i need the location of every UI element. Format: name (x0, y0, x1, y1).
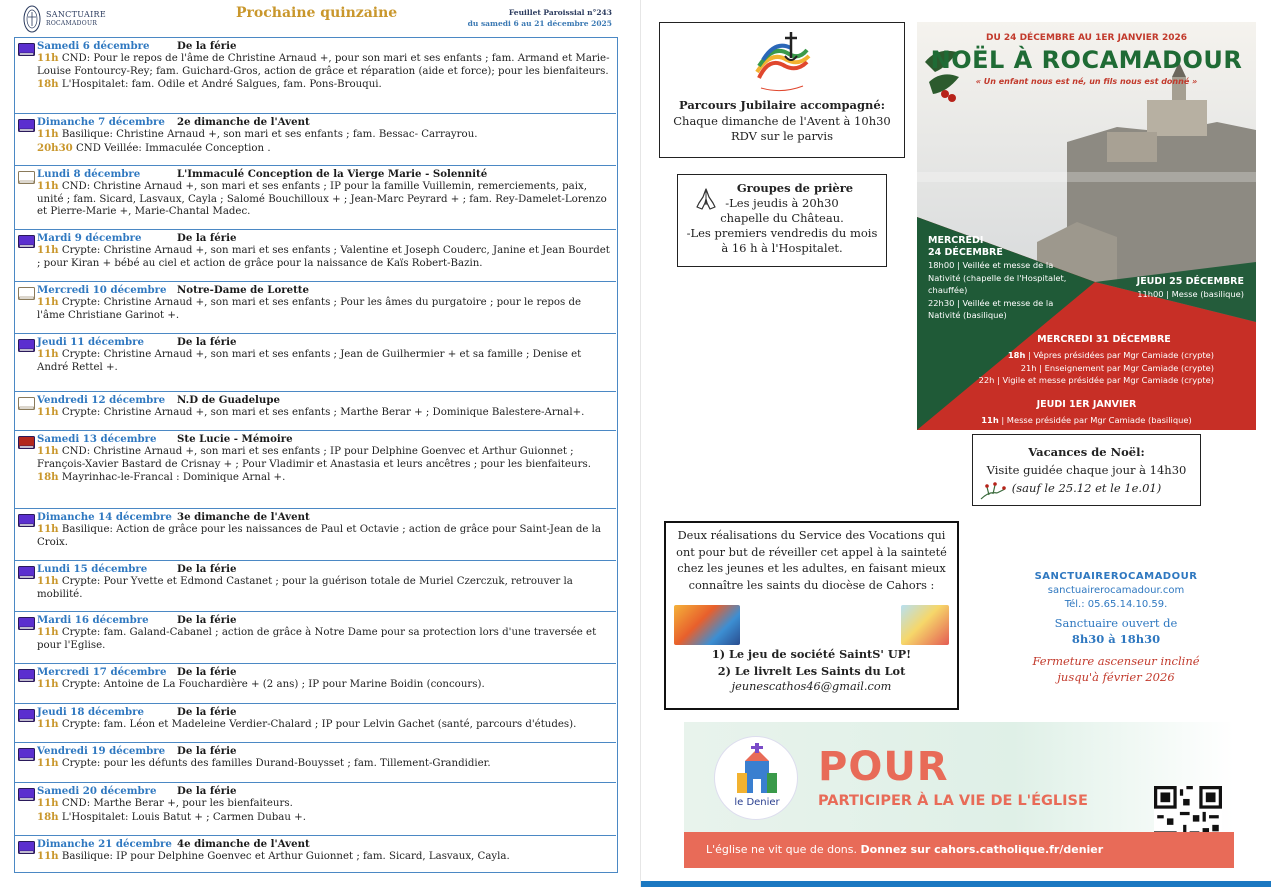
mass-intention-line (37, 626, 610, 652)
christmas-holidays-box (972, 434, 1201, 506)
day-heading (37, 666, 610, 678)
day-heading (37, 745, 610, 757)
noel-wed24-heading: MERCREDI (928, 235, 984, 246)
mass-time: 11h (37, 718, 59, 731)
mass-intention-line (37, 445, 610, 471)
noel-jan1 (917, 399, 1256, 411)
mass-time: 11h (37, 850, 59, 863)
mass-intention-text: L'Hospitalet: Louis Batut + ; Carmen Dubau +. (58, 811, 306, 823)
noel-wed24-l3: chauffée) (928, 285, 968, 295)
vocations-intro: Deux réalisations du Service des Vocations qui ont pour but de réveiller cet appel à la sainteté chez les jeunes et les adultes, en faisant mieux connaître les saints du diocèse de Cahors : (676, 529, 947, 592)
noel-wed31-l1-text: | Vêpres présidées par Mgr Camiade (crypte) (1025, 350, 1214, 360)
mass-intention-line (37, 244, 610, 270)
vocations-item2: 2) Le livrelt Les Saints du Lot (717, 663, 906, 678)
mass-time: 11h (37, 445, 59, 458)
mass-intention-line (37, 811, 610, 824)
logo-line2: ROCAMADOUR (46, 20, 98, 27)
schedule-day (15, 561, 616, 612)
schedule-day (15, 392, 616, 431)
mass-intention-text: Crypte: Antoine de La Fouchardière + (2 ans) ; IP pour Marine Boidin (concours). (58, 679, 485, 691)
mass-intention-text: Crypte: Christine Arnaud +, son mari et ses enfants ; Valentine et Joseph Couderc, Janine et Jean Bourdet ; pour Kiran + bébé au ciel et action de grâce pour la naissance de Kaïs Robert-Bazin. (37, 245, 610, 269)
day-heading (37, 336, 610, 348)
prayer-line4: à 16 h à l'Hospitalet. (721, 241, 843, 255)
liturgical-color-book-icon (18, 235, 35, 248)
denier-banner (684, 722, 1234, 868)
mass-time: 18h (37, 77, 59, 90)
day-feast: 2e dimanche de l'Avent (177, 116, 310, 128)
mass-intention-line (37, 678, 610, 691)
schedule-day (15, 230, 616, 282)
mass-time: 11h (37, 575, 59, 588)
mass-time: 11h (37, 797, 59, 810)
mass-time: 11h (37, 52, 59, 65)
noel-wed24-l1: 18h00 | Veillée et messe de la (928, 260, 1054, 270)
liturgical-color-book-icon (18, 748, 35, 761)
schedule-day (15, 38, 616, 114)
liturgical-color-book-icon (18, 617, 35, 630)
left-page (0, 0, 632, 887)
mass-intention-line (37, 718, 610, 731)
noel-wed24 (928, 235, 1078, 322)
vacances-line1: Visite guidée chaque jour à 14h30 (986, 463, 1187, 477)
mass-intention-line (37, 471, 610, 484)
day-heading (37, 838, 610, 850)
prayer-groups-box (677, 174, 887, 267)
noel-wed31-l1 (917, 349, 1214, 362)
bottom-bar (641, 881, 1271, 887)
jubilee-logo-icon (747, 28, 817, 94)
day-date: Mercredi 17 décembre (37, 666, 167, 678)
praying-hands-icon (694, 187, 718, 211)
vocations-email[interactable]: jeunescathos46@gmail.com (731, 680, 892, 693)
church-icon (715, 743, 799, 803)
day-date: Samedi 6 décembre (37, 40, 150, 52)
liturgical-color-book-icon (18, 119, 35, 132)
sanctuary-emblem-icon (22, 4, 42, 34)
noel-thu25-heading: JEUDI 25 DÉCEMBRE (1136, 276, 1244, 287)
day-heading (37, 614, 610, 626)
day-feast: 3e dimanche de l'Avent (177, 511, 310, 523)
vocations-items (674, 646, 949, 679)
mass-intention-text: CND: Pour le repos de l'âme de Christine Arnaud +, pour son mari et ses enfants ; fam. Armand et Marie-Louise Fontourcy-Rey; fam. Guichard-Gros, action de grâce et réparation (aide et force); pour les bienfaiteurs. (37, 53, 610, 77)
liturgical-color-book-icon (18, 709, 35, 722)
schedule-day (15, 612, 616, 664)
schedule-day (15, 166, 616, 230)
day-feast: De la férie (177, 563, 237, 575)
mass-time: 11h (37, 296, 59, 309)
noel-jan1-line (917, 414, 1256, 427)
noel-wed24-l5: Nativité (basilique) (928, 310, 1007, 320)
jubilee-title: Parcours Jubilaire accompagné: (679, 98, 885, 112)
opening-line1: Sanctuaire ouvert de (1054, 616, 1178, 630)
noel-jan1-heading: JEUDI 1ER JANVIER (1036, 399, 1137, 410)
day-feast: De la férie (177, 706, 237, 718)
logo-text (46, 10, 106, 28)
day-date: Jeudi 18 décembre (37, 706, 145, 718)
noel-title: NOËL À ROCAMADOUR (930, 46, 1243, 74)
day-feast: Notre-Dame de Lorette (177, 284, 309, 296)
day-heading (37, 40, 610, 52)
mass-intention-line (37, 128, 610, 141)
noel-wed31 (954, 334, 1214, 346)
schedule-day (15, 664, 616, 704)
denier-logo-label: le Denier (734, 797, 780, 808)
schedule-day (15, 334, 616, 392)
elevator-line1: Fermeture ascenseur incliné (1032, 654, 1200, 668)
liturgical-color-book-icon (18, 287, 35, 300)
mass-intention-line (37, 142, 610, 155)
mass-intention-line (37, 78, 610, 91)
schedule-day (15, 836, 616, 874)
noel-poster (917, 22, 1256, 430)
mass-intention-line (37, 180, 610, 218)
contact-brand: SANCTUAIREROCAMADOUR (1034, 571, 1198, 582)
mass-intention-line (37, 348, 610, 374)
contact-block (1026, 570, 1206, 685)
day-feast: N.D de Guadelupe (177, 394, 280, 406)
vacances-title: Vacances de Noël: (1028, 445, 1145, 459)
opening-line2: 8h30 à 18h30 (1071, 632, 1161, 646)
day-heading (37, 232, 610, 244)
mass-intention-text: L'Hospitalet: fam. Odile et André Salgues, fam. Pons-Brouqui. (58, 78, 382, 90)
denier-footer-link[interactable]: Donnez sur cahors.catholique.fr/denier (860, 843, 1104, 856)
mass-time: 11h (37, 406, 59, 419)
liturgical-color-book-icon (18, 841, 35, 854)
saints-up-game-image (674, 605, 740, 645)
schedule-day (15, 743, 616, 783)
noel-dates: DU 24 DÉCEMBRE AU 1ER JANVIER 2026 (986, 33, 1187, 43)
day-feast: De la férie (177, 745, 237, 757)
mass-intention-text: CND: Christine Arnaud +, son mari et ses enfants ; IP pour la famille Vuillemin, remerciements, paix, unité ; fam. Sicard, Lasvaux, Cayla ; Salomé Bouchilloux + ; Jean-Marc Peyrard + ; fam. Rey-Damelet-Lorenzo et Pierre-Marie +, Marie-Chantal Madec. (37, 181, 607, 217)
day-feast: Ste Lucie - Mémoire (177, 433, 293, 445)
noel-thu25-l1: 11h00 | Messe (basilique) (1137, 289, 1244, 299)
mass-time: 11h (37, 626, 59, 639)
liturgical-color-book-icon (18, 514, 35, 527)
mass-intention-text: Crypte: fam. Galand-Cabanel ; action de grâce à Notre Dame pour sa protection lors d'une traversée et pour l'Eglise. (37, 627, 597, 651)
day-date: Dimanche 21 décembre (37, 838, 172, 850)
mass-intention-line (37, 406, 610, 419)
denier-footer (684, 832, 1234, 868)
jubilee-box (659, 22, 905, 158)
prayer-line1: -Les jeudis à 20h30 (725, 196, 839, 210)
day-feast: De la férie (177, 614, 237, 626)
noel-wed31-l2: 21h | Enseignement par Mgr Camiade (crypte) (1020, 362, 1214, 373)
noel-wed31-lines (917, 349, 1214, 387)
day-feast: De la férie (177, 232, 237, 244)
opening-hours (1026, 615, 1206, 647)
mass-intention-text: Crypte: Pour Yvette et Edmond Castanet ; pour la guérison totale de Muriel Czerczuk, retrouver la mobilité. (37, 576, 573, 600)
mass-time: 11h (37, 128, 59, 141)
day-feast: De la férie (177, 785, 237, 797)
day-heading (37, 168, 610, 180)
day-heading (37, 394, 610, 406)
jubilee-line1: Chaque dimanche de l'Avent à 10h30 (673, 113, 891, 128)
noel-wed24-heading2: 24 DÉCEMBRE (928, 247, 1003, 258)
mass-time: 11h (37, 678, 59, 691)
elevator-notice (1026, 653, 1206, 685)
mass-intention-text: CND: Marthe Berar +, pour les bienfaiteurs. (58, 798, 293, 810)
noel-wed24-l2: Nativité (chapelle de l'Hospitalet, (928, 272, 1067, 283)
day-date: Lundi 15 décembre (37, 563, 148, 575)
elevator-line2: jusqu'à février 2026 (1057, 670, 1175, 684)
noel-quote: « Un enfant nous est né, un fils nous est donné » (975, 77, 1198, 86)
mass-intention-text: Crypte: fam. Léon et Madeleine Verdier-Chalard ; IP pour Lelvin Gachet (santé, parcours d'études). (58, 719, 577, 731)
page-title: Prochaine quinzaine (236, 5, 398, 21)
contact-website[interactable]: sanctuairerocamadour.com (1047, 585, 1185, 596)
mass-time: 18h (37, 810, 59, 823)
mass-intention-text: Crypte: Christine Arnaud +, son mari et ses enfants ; Marthe Berar + ; Dominique Balestere-Arnal+. (58, 407, 585, 419)
day-date: Lundi 8 décembre (37, 168, 141, 180)
mass-intention-line (37, 575, 610, 601)
contact-phone: Tél.: 05.65.14.10.59. (1064, 599, 1168, 610)
day-date: Jeudi 11 décembre (37, 336, 145, 348)
mass-time: 11h (37, 244, 59, 257)
mass-intention-text: Basilique: Action de grâce pour les naissances de Paul et Octavie ; action de grâce pour Saint-Jean de la Croix. (37, 524, 601, 548)
denier-footer-text: L'église ne vit que de dons. (706, 843, 861, 856)
schedule-day (15, 783, 616, 836)
mass-intention-text: CND: Christine Arnaud +, son mari et ses enfants ; IP pour Delphine Goenvec et Arthur Guionnet ; François-Xavier Bastard de Crisnay + ; Pour Vladimir et Anastasia et leurs ancêtres ; pour les bienfaiteurs. (37, 446, 591, 470)
noel-jan1-time: 11h (981, 415, 999, 425)
day-feast: L'Immaculé Conception de la Vierge Marie - Solennité (177, 168, 488, 180)
schedule-day (15, 704, 616, 743)
denier-logo (714, 736, 798, 820)
day-heading (37, 284, 610, 296)
day-date: Vendredi 12 décembre (37, 394, 166, 406)
mass-time: 11h (37, 523, 59, 536)
issue-info (468, 7, 612, 29)
day-heading (37, 563, 610, 575)
liturgical-color-book-icon (18, 566, 35, 579)
day-date: Dimanche 14 décembre (37, 511, 172, 523)
schedule-day (15, 431, 616, 509)
day-heading (37, 785, 610, 797)
mass-intention-line (37, 797, 610, 810)
vocations-box (664, 521, 959, 710)
schedule-day (15, 509, 616, 561)
day-date: Samedi 20 décembre (37, 785, 157, 797)
issue-number: Feuillet Paroissial n°243 (508, 8, 612, 17)
day-heading (37, 433, 610, 445)
day-feast: De la férie (177, 40, 237, 52)
vacances-line2: (sauf le 25.12 et le 1e.01) (1011, 481, 1162, 495)
mass-time: 11h (37, 757, 59, 770)
issue-dates: du samedi 6 au 21 décembre 2025 (467, 19, 612, 28)
denier-subtitle: PARTICIPER À LA VIE DE L'ÉGLISE (818, 793, 1088, 809)
mass-time: 11h (37, 180, 59, 193)
mass-intention-line (37, 52, 610, 78)
liturgical-color-book-icon (18, 43, 35, 56)
day-feast: De la férie (177, 666, 237, 678)
denier-pour: POUR (818, 744, 949, 790)
day-date: Dimanche 7 décembre (37, 116, 165, 128)
mass-intention-text: Basilique: IP pour Delphine Goenvec et Arthur Guionnet ; fam. Sicard, Lasvaux, Cayla. (58, 851, 510, 863)
mass-schedule (14, 37, 618, 873)
sanctuary-logo (22, 4, 106, 34)
liturgical-color-book-icon (18, 436, 35, 449)
prayer-line2: chapelle du Château. (720, 211, 844, 225)
mass-intention-text: CND Veillée: Immaculée Conception . (72, 142, 271, 154)
day-date: Mardi 9 décembre (37, 232, 142, 244)
day-heading (37, 511, 610, 523)
day-date: Mardi 16 décembre (37, 614, 149, 626)
liturgical-color-book-icon (18, 171, 35, 184)
vocations-item1: 1) Le jeu de société SaintS' UP! (711, 647, 912, 661)
noel-wed24-l4: 22h30 | Veillée et messe de la (928, 297, 1054, 308)
liturgical-color-book-icon (18, 669, 35, 682)
mass-intention-text: Crypte: pour les défunts des familles Durand-Bouysset ; fam. Tillement-Grandidier. (58, 758, 491, 770)
day-date: Samedi 13 décembre (37, 433, 157, 445)
mass-time: 20h30 (37, 141, 73, 154)
day-date: Vendredi 19 décembre (37, 745, 166, 757)
day-date: Mercredi 10 décembre (37, 284, 167, 296)
noel-jan1-text: | Messe présidée par Mgr Camiade (basilique) (998, 415, 1192, 425)
right-page (640, 0, 1271, 887)
mass-intention-text: Crypte: Christine Arnaud +, son mari et ses enfants ; Jean de Guilhermier + et sa famille ; Denise et André Rettel +. (37, 349, 582, 373)
mass-intention-text: Basilique: Christine Arnaud +, son mari et ses enfants ; fam. Bessac- Carrayrou. (58, 129, 478, 141)
liturgical-color-book-icon (18, 339, 35, 352)
jubilee-line2: RDV sur le parvis (730, 129, 834, 143)
prayer-line3: -Les premiers vendredis du mois (686, 226, 878, 240)
mass-intention-text: Mayrinhac-le-Francal : Dominique Arnal +. (58, 471, 286, 483)
saints-du-lot-booklet-image (901, 605, 949, 645)
mass-intention-line (37, 523, 610, 549)
noel-wed31-l1-time: 18h (1007, 350, 1026, 360)
liturgical-color-book-icon (18, 397, 35, 410)
logo-line1: SANCTUAIRE (46, 10, 107, 19)
day-feast: 4e dimanche de l'Avent (177, 838, 310, 850)
noel-wed31-heading: MERCREDI 31 DÉCEMBRE (1037, 334, 1171, 345)
day-heading (37, 116, 610, 128)
day-heading (37, 706, 610, 718)
prayer-title: Groupes de prière (736, 181, 854, 195)
mass-time: 11h (37, 348, 59, 361)
noel-thu25 (1137, 276, 1244, 301)
noel-wed31-l3: 22h | Vigile et messe présidée par Mgr Camiade (crypte) (978, 375, 1214, 385)
mass-intention-line (37, 850, 610, 863)
day-feast: De la férie (177, 336, 237, 348)
holly-sprig-icon (979, 479, 1007, 501)
mass-intention-line (37, 757, 610, 770)
liturgical-color-book-icon (18, 788, 35, 801)
mass-time: 18h (37, 470, 59, 483)
mass-intention-text: Crypte: Christine Arnaud +, son mari et ses enfants ; Pour les âmes du purgatoire ; pour le repos de l'âme Christiane Garinot +. (37, 297, 582, 321)
schedule-day (15, 282, 616, 334)
mass-intention-line (37, 296, 610, 322)
schedule-day (15, 114, 616, 166)
